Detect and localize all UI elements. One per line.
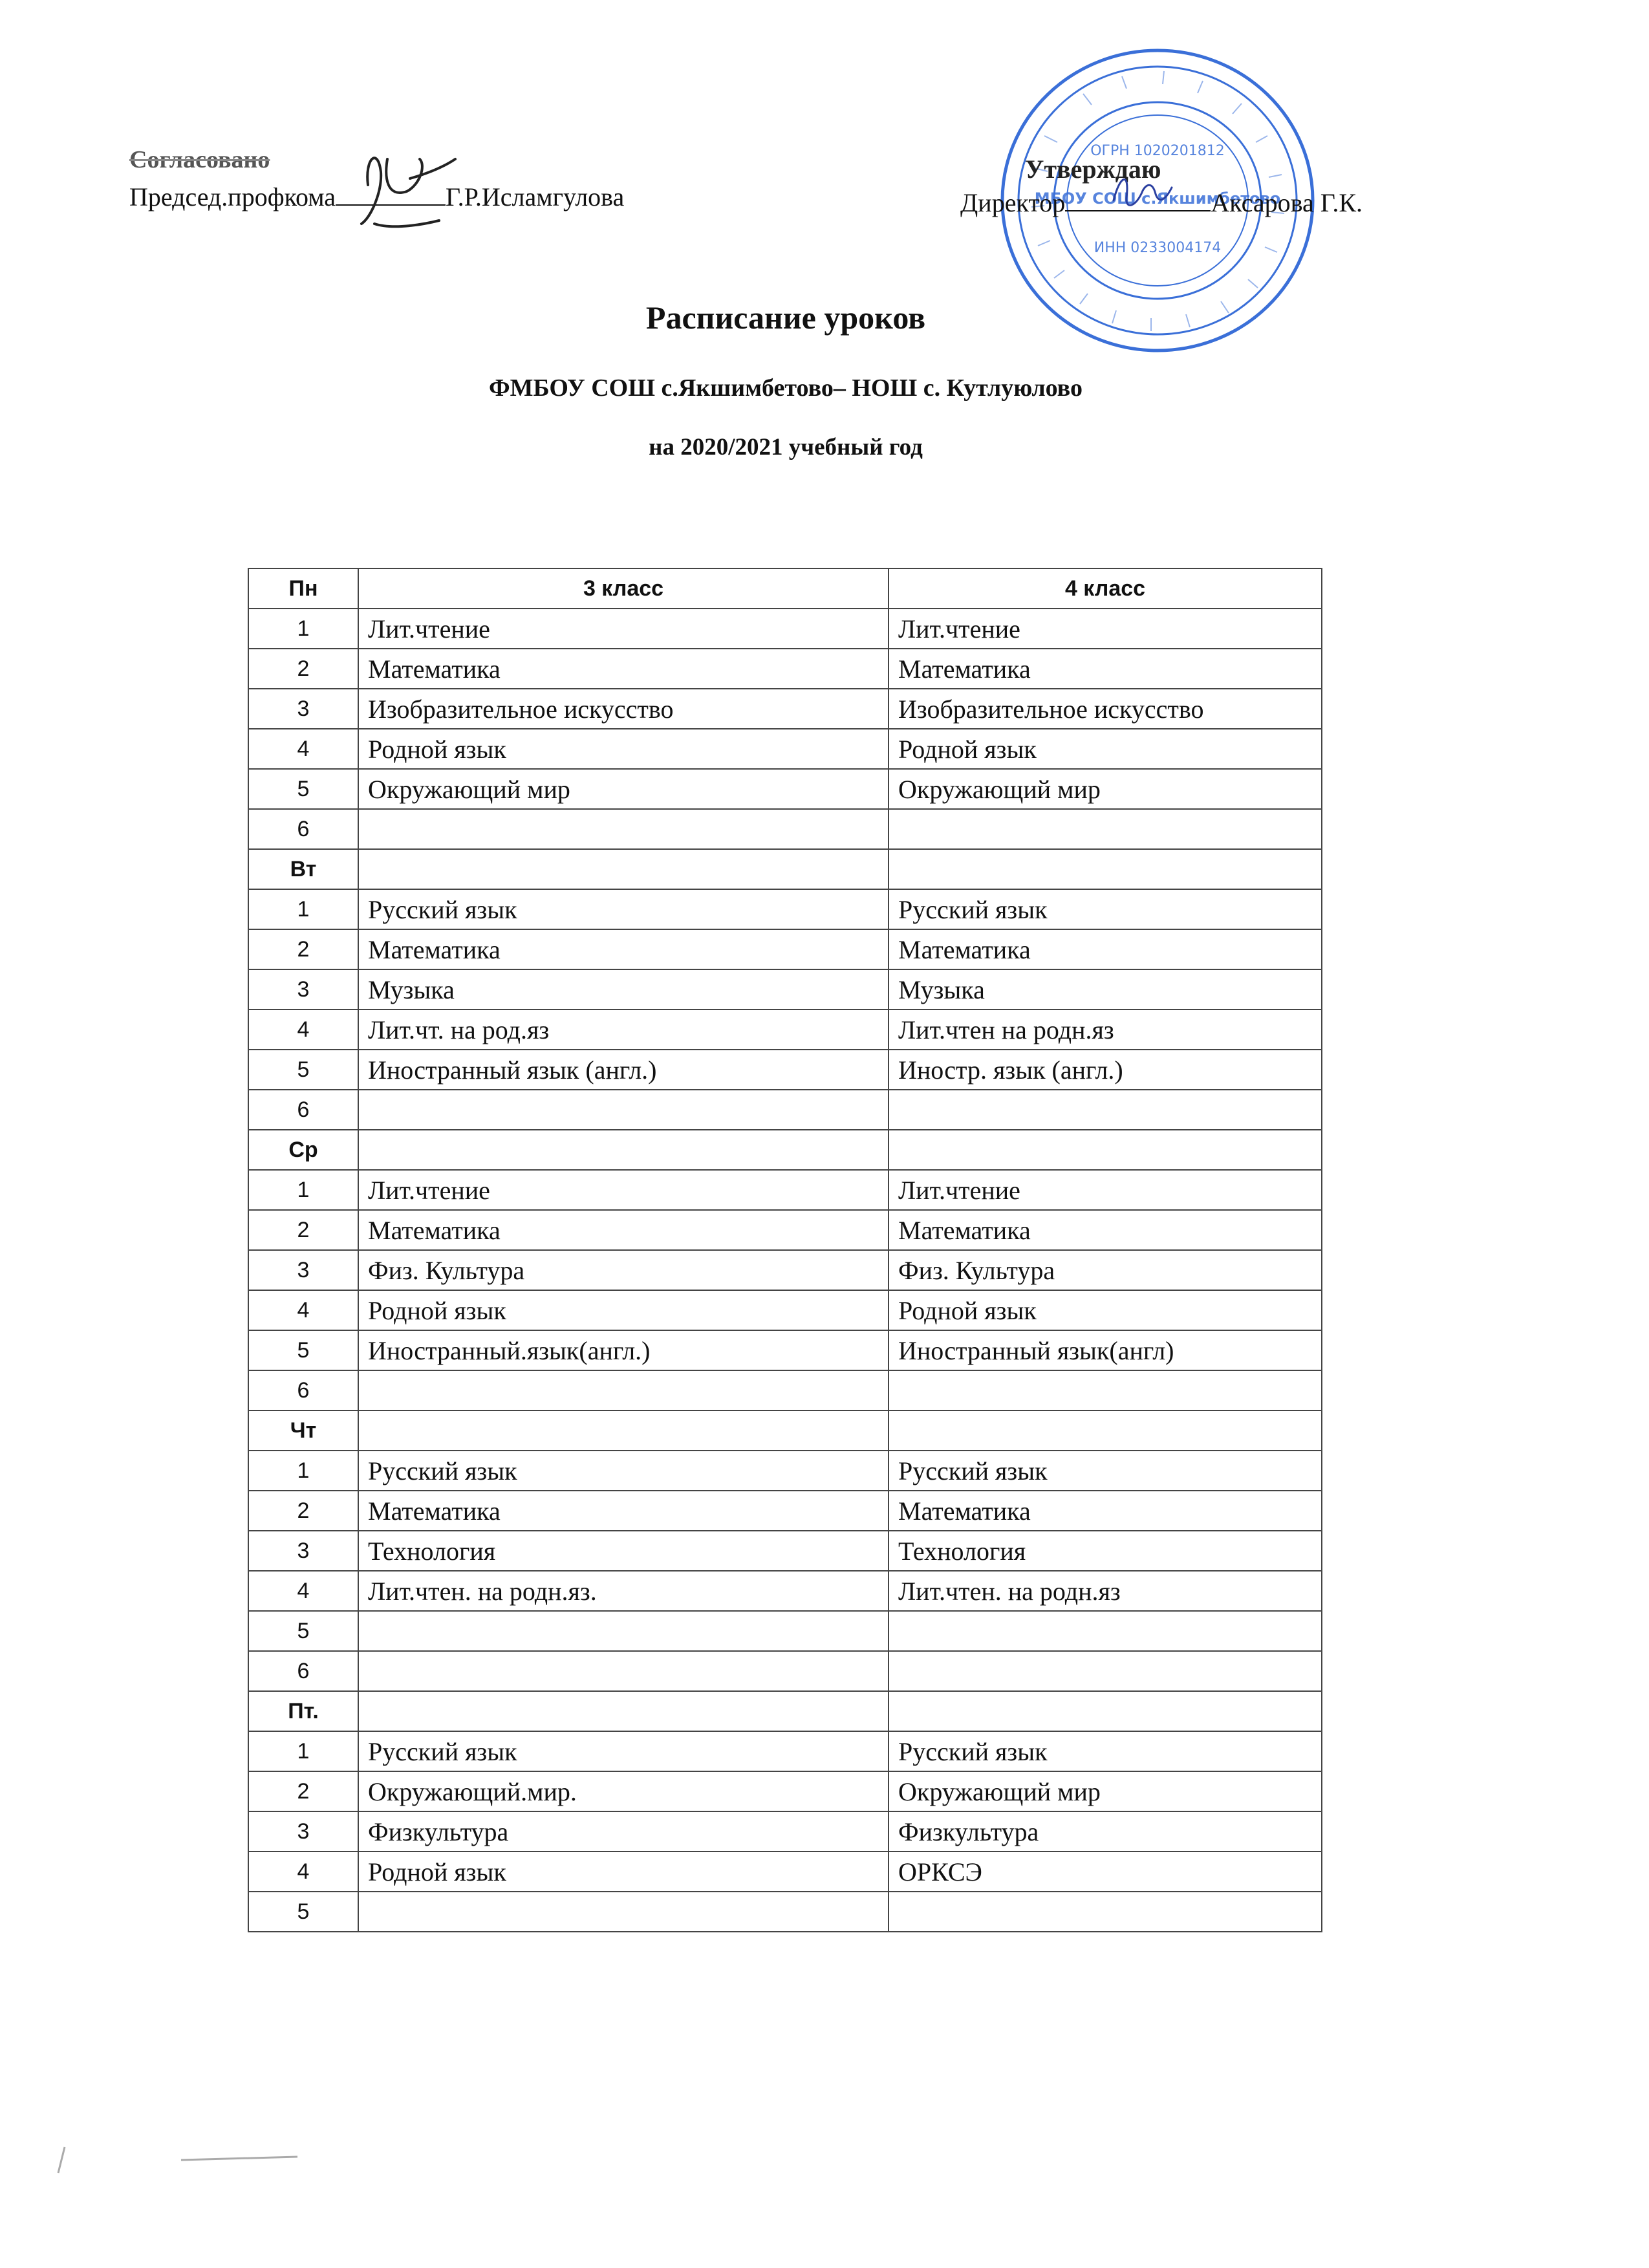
class-4-subject: Лит.чтен. на родн.яз [889, 1571, 1322, 1611]
table-row [248, 1531, 1322, 1571]
table-row [248, 809, 1322, 849]
class-3-subject [358, 809, 889, 849]
class-3-subject [358, 1611, 889, 1651]
class-4-subject: Изобразительное искусство [889, 689, 1322, 729]
table-row [248, 1370, 1322, 1410]
lesson-number: 3 [248, 969, 358, 1010]
table-row [248, 1210, 1322, 1250]
lesson-number: 3 [248, 1811, 358, 1852]
empty-cell [889, 1410, 1322, 1451]
lesson-number: 1 [248, 1170, 358, 1210]
class-4-subject [889, 1892, 1322, 1932]
class-3-subject: Родной язык [358, 1290, 889, 1330]
table-row [248, 1892, 1322, 1932]
class-4-subject: Родной язык [889, 1290, 1322, 1330]
table-row [248, 1010, 1322, 1050]
class-3-subject [358, 1651, 889, 1691]
class-4-subject: Русский язык [889, 1451, 1322, 1491]
lesson-number: 5 [248, 1892, 358, 1932]
union-signature-mark [349, 133, 458, 230]
class-4-subject: Иностранный язык(англ) [889, 1330, 1322, 1370]
table-row [248, 889, 1322, 929]
lesson-number: 3 [248, 1531, 358, 1571]
table-row [248, 1250, 1322, 1290]
class-4-subject: Математика [889, 1491, 1322, 1531]
empty-cell [358, 1130, 889, 1170]
class-4-subject: Окружающий мир [889, 1771, 1322, 1811]
class-4-subject: Математика [889, 929, 1322, 969]
class-4-subject: Русский язык [889, 889, 1322, 929]
director-signature-blank [1065, 191, 1211, 211]
director-prefix: Директор [960, 188, 1066, 217]
day-label: Чт [248, 1410, 358, 1451]
empty-cell [889, 1130, 1322, 1170]
director-signature-mark [1101, 162, 1178, 220]
table-row [248, 1330, 1322, 1370]
table-row [248, 929, 1322, 969]
lesson-number: 6 [248, 1370, 358, 1410]
class-4-subject: ОРКСЭ [889, 1852, 1322, 1892]
column-header-day: Пн [248, 568, 358, 609]
day-label: Пт. [248, 1691, 358, 1731]
column-header-class-4: 4 класс [889, 568, 1322, 609]
class-3-subject: Изобразительное искусство [358, 689, 889, 729]
class-3-subject: Музыка [358, 969, 889, 1010]
lesson-number: 2 [248, 649, 358, 689]
stamp-center-text: МБОУ СОШ с.Якшимбетово [1034, 189, 1281, 208]
table-row [248, 609, 1322, 649]
class-3-subject: Русский язык [358, 1731, 889, 1771]
class-4-subject: Лит.чтение [889, 609, 1322, 649]
page-title: Расписание уроков [645, 299, 926, 336]
class-3-subject: Иностранный.язык(англ.) [358, 1330, 889, 1370]
class-3-subject: Технология [358, 1531, 889, 1571]
lesson-number: 2 [248, 1210, 358, 1250]
union-name: Г.Р.Исламгулова [446, 182, 625, 211]
class-3-subject: Лит.чт. на род.яз [358, 1010, 889, 1050]
empty-cell [358, 849, 889, 889]
union-prefix: Председ.профкома [129, 182, 336, 211]
class-4-subject: Окружающий мир [889, 769, 1322, 809]
table-row [248, 1611, 1322, 1651]
lesson-number: 4 [248, 1010, 358, 1050]
school-year: на 2020/2021 учебный год [649, 434, 923, 460]
table-row [248, 689, 1322, 729]
director-name: Аксарова Г.К. [1211, 188, 1363, 217]
lesson-number: 5 [248, 1050, 358, 1090]
lesson-number: 6 [248, 1090, 358, 1130]
table-row [248, 1491, 1322, 1531]
lesson-number: 4 [248, 1571, 358, 1611]
lesson-number: 5 [248, 1330, 358, 1370]
class-4-subject: Иностр. язык (англ.) [889, 1050, 1322, 1090]
class-3-subject: Физ. Культура [358, 1250, 889, 1290]
class-3-subject: Математика [358, 649, 889, 689]
scan-artifact-mark [39, 2134, 310, 2186]
class-3-subject [358, 1370, 889, 1410]
table-row [248, 1852, 1322, 1892]
day-row [248, 1691, 1322, 1731]
table-row [248, 1811, 1322, 1852]
class-3-subject [358, 1892, 889, 1932]
day-label: Ср [248, 1130, 358, 1170]
column-header-class-3: 3 класс [358, 568, 889, 609]
class-4-subject: Математика [889, 1210, 1322, 1250]
class-3-subject: Иностранный язык (англ.) [358, 1050, 889, 1090]
class-4-subject: Лит.чтен на родн.яз [889, 1010, 1322, 1050]
table-row [248, 769, 1322, 809]
table-row [248, 1451, 1322, 1491]
lesson-number: 3 [248, 1250, 358, 1290]
class-4-subject [889, 809, 1322, 849]
union-signature-line [129, 182, 624, 212]
class-4-subject: Физкультура [889, 1811, 1322, 1852]
class-4-subject: Лит.чтение [889, 1170, 1322, 1210]
lesson-number: 2 [248, 929, 358, 969]
lesson-number: 1 [248, 1451, 358, 1491]
table-row [248, 729, 1322, 769]
lesson-number: 5 [248, 1611, 358, 1651]
lesson-number: 3 [248, 689, 358, 729]
approval-left-block [129, 146, 624, 212]
lesson-number: 4 [248, 1852, 358, 1892]
class-3-subject: Русский язык [358, 1451, 889, 1491]
table-row [248, 1771, 1322, 1811]
class-4-subject: Музыка [889, 969, 1322, 1010]
lesson-number: 4 [248, 1290, 358, 1330]
class-4-subject [889, 1090, 1322, 1130]
class-3-subject: Лит.чтение [358, 609, 889, 649]
class-3-subject: Физкультура [358, 1811, 889, 1852]
class-3-subject: Родной язык [358, 1852, 889, 1892]
class-3-subject: Математика [358, 929, 889, 969]
table-row [248, 649, 1322, 689]
class-3-subject: Родной язык [358, 729, 889, 769]
lesson-number: 2 [248, 1771, 358, 1811]
table-row [248, 1170, 1322, 1210]
class-3-subject [358, 1090, 889, 1130]
class-3-subject: Окружающий мир [358, 769, 889, 809]
table-row [248, 1090, 1322, 1130]
class-4-subject [889, 1370, 1322, 1410]
table-header-row [248, 568, 1322, 609]
schedule-table [248, 568, 1322, 1932]
stamp-line-2: ИНН 0233004174 [1094, 240, 1222, 256]
lesson-number: 5 [248, 769, 358, 809]
lesson-number: 6 [248, 809, 358, 849]
empty-cell [358, 1410, 889, 1451]
lesson-number: 1 [248, 609, 358, 649]
class-3-subject: Русский язык [358, 889, 889, 929]
day-row [248, 1130, 1322, 1170]
class-4-subject: Родной язык [889, 729, 1322, 769]
class-3-subject: Лит.чтен. на родн.яз. [358, 1571, 889, 1611]
empty-cell [358, 1691, 889, 1731]
class-4-subject: Русский язык [889, 1731, 1322, 1771]
lesson-number: 2 [248, 1491, 358, 1531]
lesson-number: 6 [248, 1651, 358, 1691]
empty-cell [889, 1691, 1322, 1731]
class-4-subject: Математика [889, 649, 1322, 689]
day-row [248, 1410, 1322, 1451]
class-4-subject: Технология [889, 1531, 1322, 1571]
class-3-subject: Математика [358, 1491, 889, 1531]
class-3-subject: Математика [358, 1210, 889, 1250]
empty-cell [889, 849, 1322, 889]
table-row [248, 1571, 1322, 1611]
stamp-line-1: ОГРН 1020201812 [1090, 143, 1225, 159]
table-row [248, 1050, 1322, 1090]
class-4-subject: Физ. Культура [889, 1250, 1322, 1290]
lesson-number: 1 [248, 1731, 358, 1771]
director-signature-line [960, 188, 1363, 218]
day-label: Вт [248, 849, 358, 889]
class-3-subject: Лит.чтение [358, 1170, 889, 1210]
table-row [248, 1290, 1322, 1330]
lesson-number: 4 [248, 729, 358, 769]
union-signature-blank [336, 185, 446, 206]
approved-label: Согласовано [129, 146, 270, 173]
schedule-body [248, 609, 1322, 1932]
lesson-number: 1 [248, 889, 358, 929]
page-subtitle: ФМБОУ СОШ с.Якшимбетово– НОШ с. Кутлуюлово [489, 374, 1083, 402]
class-4-subject [889, 1611, 1322, 1651]
day-row [248, 849, 1322, 889]
class-3-subject: Окружающий.мир. [358, 1771, 889, 1811]
approve-word: Утверждаю [1025, 155, 1161, 184]
class-4-subject [889, 1651, 1322, 1691]
table-row [248, 1731, 1322, 1771]
table-row [248, 969, 1322, 1010]
table-row [248, 1651, 1322, 1691]
